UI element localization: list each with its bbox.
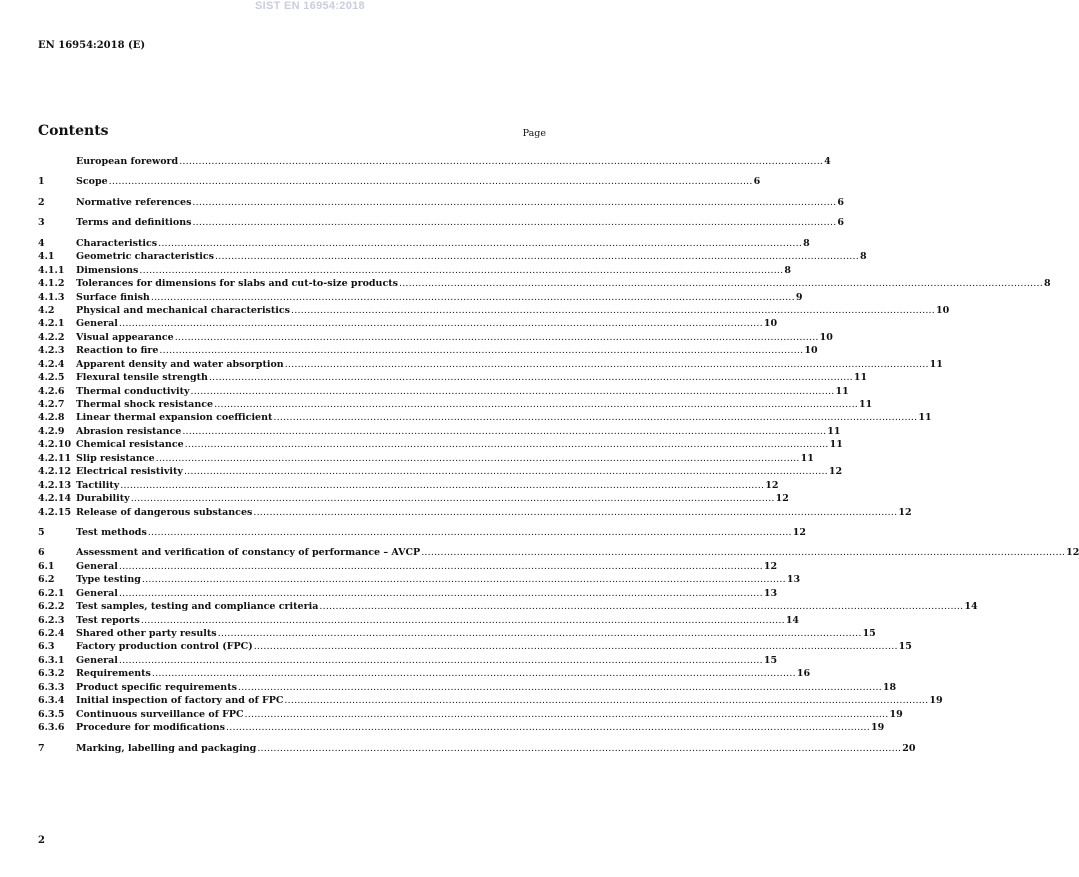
toc-entry-number: 4.2 bbox=[38, 304, 55, 316]
toc-entry[interactable] bbox=[38, 668, 811, 681]
toc-entry-title: Visual appearance bbox=[76, 331, 174, 343]
toc-leader-dots bbox=[159, 345, 803, 356]
toc-entry[interactable] bbox=[38, 547, 1079, 560]
toc-entry-title: Linear thermal expansion coefficient bbox=[76, 412, 273, 424]
toc-entry[interactable] bbox=[38, 217, 845, 230]
toc-entry-title: European foreword bbox=[76, 156, 179, 167]
toc-leader-dots bbox=[119, 655, 763, 666]
toc-entry-number: 6 bbox=[38, 547, 45, 559]
toc-entry[interactable] bbox=[38, 452, 814, 466]
toc-leader-dots bbox=[209, 372, 853, 383]
toc-entry-number: 4.2.13 bbox=[38, 479, 72, 491]
toc-entry-number: 6.3.2 bbox=[38, 668, 65, 680]
toc-entry[interactable] bbox=[38, 399, 873, 412]
toc-entry-number: 6.3.5 bbox=[38, 708, 65, 720]
toc-entry-title: Thermal conductivity bbox=[76, 385, 190, 397]
toc-entry-page: 10 bbox=[936, 304, 950, 316]
toc-entry-number: 4.1 bbox=[38, 251, 55, 263]
toc-entry-number: 6.3.1 bbox=[38, 654, 65, 666]
toc-entry[interactable] bbox=[38, 345, 818, 358]
toc-leader-dots bbox=[156, 453, 800, 464]
toc-entry[interactable] bbox=[38, 439, 843, 452]
toc-leader-dots bbox=[245, 709, 889, 720]
toc-leader-dots bbox=[226, 722, 870, 733]
toc-entry-page: 15 bbox=[898, 641, 912, 653]
toc-entry-page: 18 bbox=[882, 681, 897, 693]
toc-entry-number: 6.3.3 bbox=[38, 681, 65, 693]
toc-entry[interactable] bbox=[38, 237, 810, 251]
toc-entry-page: 12 bbox=[1066, 547, 1079, 559]
toc-entry-title: Physical and mechanical characteristics bbox=[76, 304, 291, 316]
toc-leader-dots bbox=[273, 412, 917, 423]
toc-leader-dots bbox=[148, 527, 792, 538]
toc-entry[interactable] bbox=[38, 479, 779, 493]
toc-entry-title: Assessment and verification of constancy of performance – AVCP bbox=[76, 547, 421, 559]
toc-entry-number: 4.1.2 bbox=[38, 278, 65, 290]
toc-entry[interactable] bbox=[38, 506, 912, 520]
toc-entry-page: 10 bbox=[763, 318, 778, 330]
toc-entry-number: 4.2.12 bbox=[38, 466, 72, 478]
toc-leader-dots bbox=[214, 399, 858, 410]
toc-entry[interactable] bbox=[38, 601, 978, 614]
toc-entry[interactable] bbox=[38, 587, 778, 601]
toc-leader-dots bbox=[191, 386, 835, 397]
toc-entry-page: 12 bbox=[792, 526, 806, 538]
toc-entry-page: 8 bbox=[1043, 278, 1051, 290]
toc-leader-dots bbox=[192, 217, 836, 228]
toc-leader-dots bbox=[141, 615, 785, 626]
toc-entry-number: 5 bbox=[38, 526, 45, 538]
toc-entry-page: 12 bbox=[763, 560, 778, 572]
toc-entry-number: 6.3.6 bbox=[38, 722, 65, 734]
toc-entry-title: Requirements bbox=[76, 668, 151, 680]
toc-entry-number: 4.2.6 bbox=[38, 385, 65, 397]
toc-entry-title: Release of dangerous substances bbox=[76, 506, 253, 518]
toc-leader-dots bbox=[131, 493, 775, 504]
toc-entry[interactable] bbox=[38, 176, 761, 189]
toc-entry-title: Test methods bbox=[76, 526, 147, 538]
toc-entry-number: 7 bbox=[38, 742, 45, 754]
toc-entry[interactable] bbox=[38, 681, 897, 695]
toc-entry-number: 4.1.1 bbox=[38, 264, 65, 276]
toc-entry-number: 4.2.2 bbox=[38, 331, 65, 343]
toc-leader-dots bbox=[119, 588, 763, 599]
toc-leader-dots bbox=[284, 695, 928, 706]
toc-entry-title: Initial inspection of factory and of FPC bbox=[76, 695, 284, 707]
toc-leader-dots bbox=[215, 251, 859, 262]
table-of-contents bbox=[38, 156, 1079, 756]
toc-entry-title: Tolerances for dimensions for slabs and cut-to-size products bbox=[76, 278, 398, 290]
toc-entry-title: Test reports bbox=[76, 614, 140, 626]
toc-entry[interactable] bbox=[38, 412, 932, 425]
toc-entry-page: 11 bbox=[829, 439, 843, 451]
toc-leader-dots bbox=[421, 547, 1065, 558]
toc-leader-dots bbox=[109, 176, 753, 187]
toc-entry-number: 4 bbox=[38, 237, 45, 249]
toc-entry-number: 4.2.10 bbox=[38, 439, 72, 451]
toc-entry-title: General bbox=[76, 560, 118, 572]
toc-entry[interactable] bbox=[38, 425, 841, 439]
toc-entry[interactable] bbox=[38, 628, 876, 641]
toc-leader-dots bbox=[399, 278, 1043, 289]
toc-entry-number: 4.2.7 bbox=[38, 399, 65, 410]
toc-entry[interactable] bbox=[38, 641, 912, 654]
toc-entry[interactable] bbox=[38, 156, 831, 169]
toc-entry-title: Dimensions bbox=[76, 264, 139, 276]
toc-entry[interactable] bbox=[38, 318, 778, 331]
toc-entry-number: 6.2.1 bbox=[38, 587, 65, 599]
toc-entry-title: Normative references bbox=[76, 196, 192, 208]
toc-entry-page: 14 bbox=[964, 601, 978, 613]
document-id: EN 16954:2018 (E) bbox=[38, 40, 146, 51]
toc-entry-page: 12 bbox=[898, 506, 912, 518]
toc-entry-number: 6.2.3 bbox=[38, 614, 65, 626]
toc-entry-page: 9 bbox=[795, 291, 803, 303]
toc-entry-number: 4.2.4 bbox=[38, 358, 65, 370]
toc-entry-title: Electrical resistivity bbox=[76, 466, 183, 478]
toc-entry-number: 3 bbox=[38, 217, 45, 229]
toc-leader-dots bbox=[218, 628, 862, 639]
toc-entry-number: 4.2.1 bbox=[38, 318, 65, 330]
toc-entry-title: Surface finish bbox=[76, 291, 150, 303]
toc-entry-page: 11 bbox=[859, 399, 873, 410]
toc-entry-number: 1 bbox=[38, 176, 45, 188]
toc-entry-title: Apparent density and water absorption bbox=[76, 358, 284, 370]
toc-leader-dots bbox=[291, 305, 935, 316]
toc-leader-dots bbox=[119, 561, 763, 572]
toc-leader-dots bbox=[152, 668, 796, 679]
toc-entry-title: Flexural tensile strength bbox=[76, 372, 208, 384]
toc-entry-title: Terms and definitions bbox=[76, 217, 192, 229]
watermark: SIST EN 16954:2018 bbox=[255, 0, 365, 12]
toc-entry-page: 10 bbox=[819, 331, 833, 343]
toc-entry[interactable] bbox=[38, 574, 801, 587]
toc-entry-title: General bbox=[76, 587, 118, 599]
toc-entry-page: 6 bbox=[837, 217, 845, 229]
toc-entry-page: 8 bbox=[803, 237, 810, 249]
page-number: 2 bbox=[38, 835, 45, 846]
toc-entry-title: Geometric characteristics bbox=[76, 251, 215, 263]
toc-leader-dots bbox=[319, 601, 963, 612]
page-title: Contents bbox=[38, 123, 109, 139]
toc-leader-dots bbox=[192, 197, 836, 208]
toc-entry[interactable] bbox=[38, 196, 845, 210]
toc-entry[interactable] bbox=[38, 358, 943, 372]
toc-entry-page: 12 bbox=[828, 466, 843, 478]
page-column-label: Page bbox=[522, 128, 546, 139]
toc-entry-title: Tactility bbox=[76, 479, 120, 491]
toc-entry-title: Type testing bbox=[76, 574, 141, 586]
toc-entry-number: 6.3.4 bbox=[38, 695, 65, 707]
toc-entry[interactable] bbox=[38, 385, 849, 399]
toc-entry-title: General bbox=[76, 318, 118, 330]
toc-entry-title: Procedure for modifications bbox=[76, 722, 226, 734]
toc-entry[interactable] bbox=[38, 264, 791, 278]
toc-leader-dots bbox=[151, 292, 795, 303]
toc-leader-dots bbox=[238, 682, 882, 693]
toc-entry[interactable] bbox=[38, 291, 803, 305]
toc-entry-page: 8 bbox=[784, 264, 791, 276]
toc-entry-number: 4.2.11 bbox=[38, 452, 72, 464]
toc-entry[interactable] bbox=[38, 695, 943, 708]
toc-entry[interactable] bbox=[38, 331, 833, 345]
toc-entry-number: 6.2.2 bbox=[38, 601, 65, 613]
toc-entry-page: 6 bbox=[837, 196, 845, 208]
toc-entry[interactable] bbox=[38, 372, 868, 385]
toc-entry-title: Reaction to fire bbox=[76, 345, 159, 357]
toc-entry[interactable] bbox=[38, 304, 950, 318]
toc-entry[interactable] bbox=[38, 526, 806, 540]
toc-entry-page: 14 bbox=[785, 614, 800, 626]
toc-entry-page: 15 bbox=[763, 654, 778, 666]
toc-entry[interactable] bbox=[38, 654, 778, 668]
toc-entry-title: Thermal shock resistance bbox=[76, 399, 214, 410]
toc-entry-page: 12 bbox=[765, 479, 779, 491]
toc-entry-page: 10 bbox=[804, 345, 818, 357]
toc-entry-title: Product specific requirements bbox=[76, 681, 237, 693]
toc-leader-dots bbox=[175, 332, 819, 343]
toc-leader-dots bbox=[285, 359, 929, 370]
toc-entry-title: Test samples, testing and compliance criteria bbox=[76, 601, 319, 613]
toc-entry-page: 19 bbox=[871, 722, 885, 734]
toc-entry-number: 6.2 bbox=[38, 574, 55, 586]
toc-entry-number: 6.3 bbox=[38, 641, 55, 653]
toc-leader-dots bbox=[119, 318, 763, 329]
toc-entry-number: 6.1 bbox=[38, 560, 55, 572]
toc-leader-dots bbox=[120, 480, 764, 491]
toc-entry[interactable] bbox=[38, 466, 843, 479]
toc-entry-number: 4.2.15 bbox=[38, 506, 72, 518]
toc-entry-title: Abrasion resistance bbox=[76, 425, 182, 437]
toc-leader-dots bbox=[179, 156, 823, 167]
toc-entry-number: 4.2.9 bbox=[38, 425, 65, 437]
toc-entry-number: 2 bbox=[38, 196, 45, 208]
toc-entry-page: 11 bbox=[835, 385, 849, 397]
toc-entry-title: Durability bbox=[76, 493, 130, 505]
toc-entry[interactable] bbox=[38, 278, 1051, 291]
toc-entry-page: 11 bbox=[853, 372, 868, 384]
toc-entry-title: Scope bbox=[76, 176, 108, 188]
toc-entry-page: 11 bbox=[918, 412, 932, 424]
toc-entry-page: 11 bbox=[929, 358, 943, 370]
toc-entry[interactable] bbox=[38, 708, 903, 722]
toc-entry[interactable] bbox=[38, 493, 789, 506]
toc-entry-page: 16 bbox=[796, 668, 811, 680]
toc-entry-title: Chemical resistance bbox=[76, 439, 184, 451]
toc-entry-title: Continuous surveillance of FPC bbox=[76, 708, 244, 720]
toc-leader-dots bbox=[253, 507, 897, 518]
toc-entry-page: 11 bbox=[800, 452, 814, 464]
toc-entry-title: Marking, labelling and packaging bbox=[76, 742, 257, 754]
toc-entry-page: 15 bbox=[862, 628, 876, 639]
toc-entry-page: 13 bbox=[786, 574, 801, 586]
toc-entry[interactable] bbox=[38, 722, 885, 735]
toc-entry[interactable] bbox=[38, 614, 800, 628]
toc-entry-page: 8 bbox=[859, 251, 867, 263]
toc-leader-dots bbox=[139, 265, 783, 276]
toc-entry-page: 13 bbox=[763, 587, 778, 599]
toc-entry-title: Slip resistance bbox=[76, 452, 155, 464]
toc-entry-title: Shared other party results bbox=[76, 628, 217, 639]
toc-leader-dots bbox=[158, 238, 802, 249]
toc-entry[interactable] bbox=[38, 251, 867, 264]
toc-entry-page: 19 bbox=[929, 695, 943, 707]
toc-leader-dots bbox=[254, 641, 898, 652]
toc-entry-number: 4.2.14 bbox=[38, 493, 72, 505]
toc-entry-number: 4.2.3 bbox=[38, 345, 65, 357]
toc-entry-page: 11 bbox=[827, 425, 841, 437]
toc-entry-number: 4.2.8 bbox=[38, 412, 65, 424]
toc-leader-dots bbox=[185, 439, 829, 450]
toc-leader-dots bbox=[184, 466, 828, 477]
toc-leader-dots bbox=[257, 743, 901, 754]
toc-entry[interactable] bbox=[38, 742, 916, 756]
toc-entry-page: 4 bbox=[824, 156, 831, 167]
toc-entry-page: 20 bbox=[902, 742, 916, 754]
toc-entry-number: 4.1.3 bbox=[38, 291, 65, 303]
toc-entry-number: 6.2.4 bbox=[38, 628, 65, 639]
toc-leader-dots bbox=[142, 574, 786, 585]
toc-entry-page: 12 bbox=[775, 493, 789, 505]
toc-entry-number: 4.2.5 bbox=[38, 372, 65, 384]
toc-leader-dots bbox=[182, 426, 826, 437]
toc-entry-title: Characteristics bbox=[76, 237, 158, 249]
toc-entry-page: 19 bbox=[889, 708, 903, 720]
toc-entry-page: 6 bbox=[753, 176, 761, 188]
toc-entry-title: General bbox=[76, 654, 118, 666]
toc-entry[interactable] bbox=[38, 560, 778, 574]
toc-entry-title: Factory production control (FPC) bbox=[76, 641, 253, 653]
